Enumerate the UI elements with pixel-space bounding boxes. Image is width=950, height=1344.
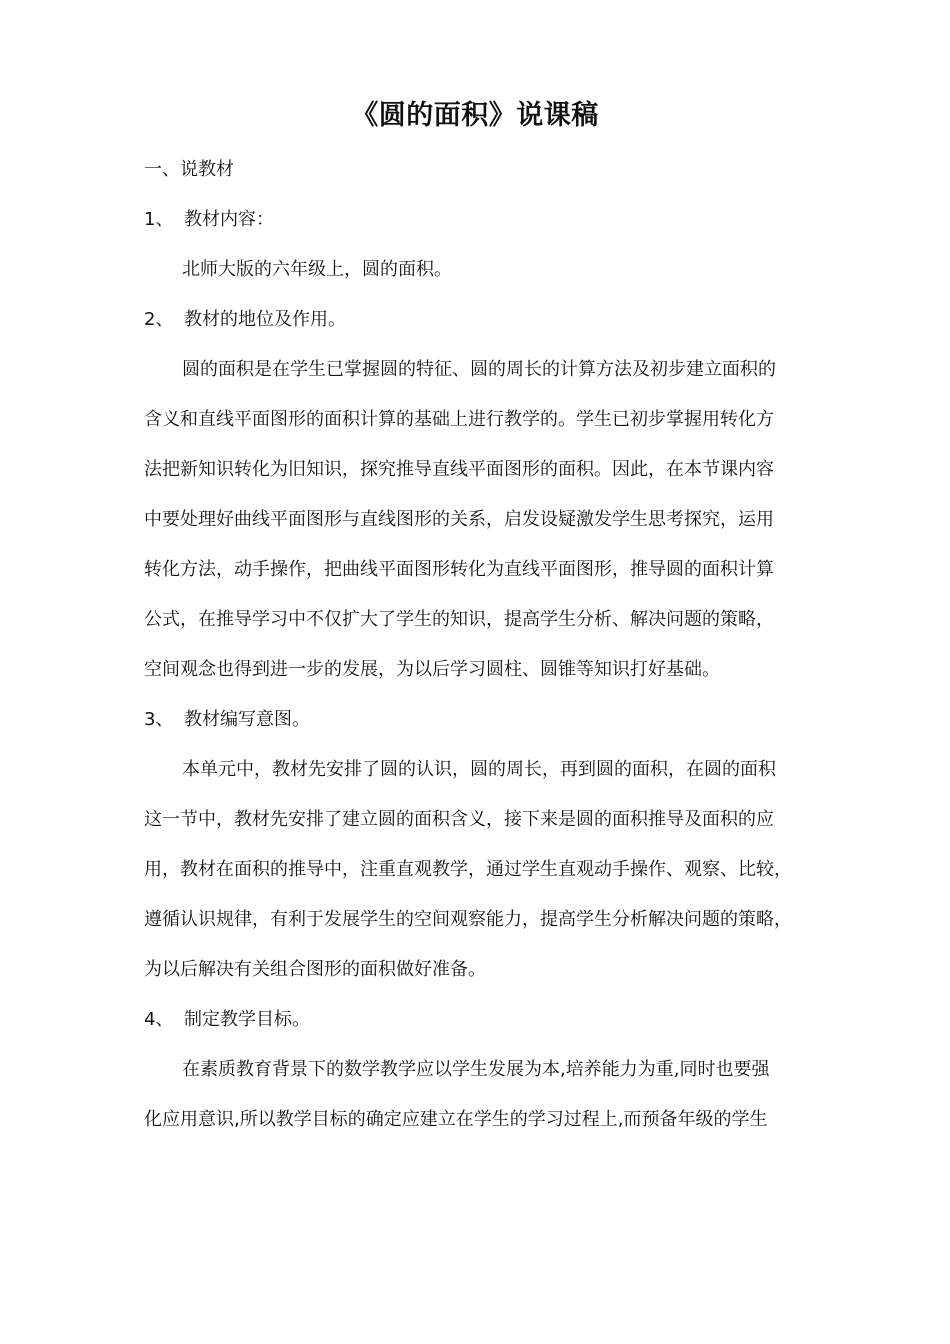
line-text: 空间观念也得到进一步的发展，为以后学习圆柱、圆锥等知识打好基础。 (144, 659, 720, 680)
line-text: 这一节中，教材先安排了建立圆的面积含义，接下来是圆的面积推导及面积的应 (144, 809, 774, 830)
paragraph-line (144, 455, 774, 485)
line-text: 一、说教材 (144, 159, 234, 180)
numbered-item (144, 1005, 310, 1035)
item-number: 1、 (144, 209, 174, 230)
paragraph-line (144, 555, 774, 585)
line-text: 制定教学目标。 (184, 1009, 310, 1030)
line-text: 在素质教育背景下的数学教学应以学生发展为本,培养能力为重,同时也要强 (182, 1059, 770, 1080)
line-text: 本单元中，教材先安排了圆的认识，圆的周长，再到圆的面积，在圆的面积 (182, 759, 776, 780)
section-heading (144, 155, 234, 185)
paragraph-line (144, 1105, 767, 1135)
numbered-item (144, 205, 274, 235)
numbered-item (144, 705, 310, 735)
paragraph-line (182, 755, 776, 785)
paragraph-line (144, 605, 774, 635)
paragraph-line (182, 255, 452, 285)
line-text: 遵循认识规律，有利于发展学生的空间观察能力，提高学生分析解决问题的策略， (144, 909, 792, 930)
line-text: 圆的面积是在学生已掌握圆的特征、圆的周长的计算方法及初步建立面积的 (182, 359, 776, 380)
line-text: 公式，在推导学习中不仅扩大了学生的知识，提高学生分析、解决问题的策略， (144, 609, 774, 630)
paragraph-line (144, 855, 792, 885)
item-number: 4、 (144, 1009, 174, 1030)
paragraph-line (144, 805, 774, 835)
paragraph-line (182, 355, 776, 385)
line-text: 法把新知识转化为旧知识，探究推导直线平面图形的面积。因此，在本节课内容 (144, 459, 774, 480)
document-title: 《圆的面积》说课稿 (351, 100, 599, 131)
line-text: 含义和直线平面图形的面积计算的基础上进行教学的。学生已初步掌握用转化方 (144, 409, 774, 430)
line-text: 教材的地位及作用。 (184, 309, 346, 330)
paragraph-line (182, 1055, 769, 1085)
line-text: 转化方法，动手操作，把曲线平面图形转化为直线平面图形，推导圆的面积计算 (144, 559, 774, 580)
line-text: 中要处理好曲线平面图形与直线图形的关系，启发设疑激发学生思考探究，运用 (144, 509, 774, 530)
paragraph-line (144, 505, 774, 535)
paragraph-line (144, 655, 720, 685)
item-number: 3、 (144, 709, 174, 730)
numbered-item (144, 305, 346, 335)
line-text: 北师大版的六年级上，圆的面积。 (182, 259, 452, 280)
paragraph-line (144, 955, 486, 985)
paragraph-line (144, 405, 774, 435)
line-text: 用，教材在面积的推导中，注重直观教学，通过学生直观动手操作、观察、比较， (144, 859, 792, 880)
line-text: 教材内容： (184, 209, 274, 230)
item-number: 2、 (144, 309, 174, 330)
paragraph-line (144, 905, 792, 935)
line-text: 教材编写意图。 (184, 709, 310, 730)
line-text: 为以后解决有关组合图形的面积做好准备。 (144, 959, 486, 980)
line-text: 化应用意识,所以教学目标的确定应建立在学生的学习过程上,而预备年级的学生 (144, 1109, 768, 1130)
